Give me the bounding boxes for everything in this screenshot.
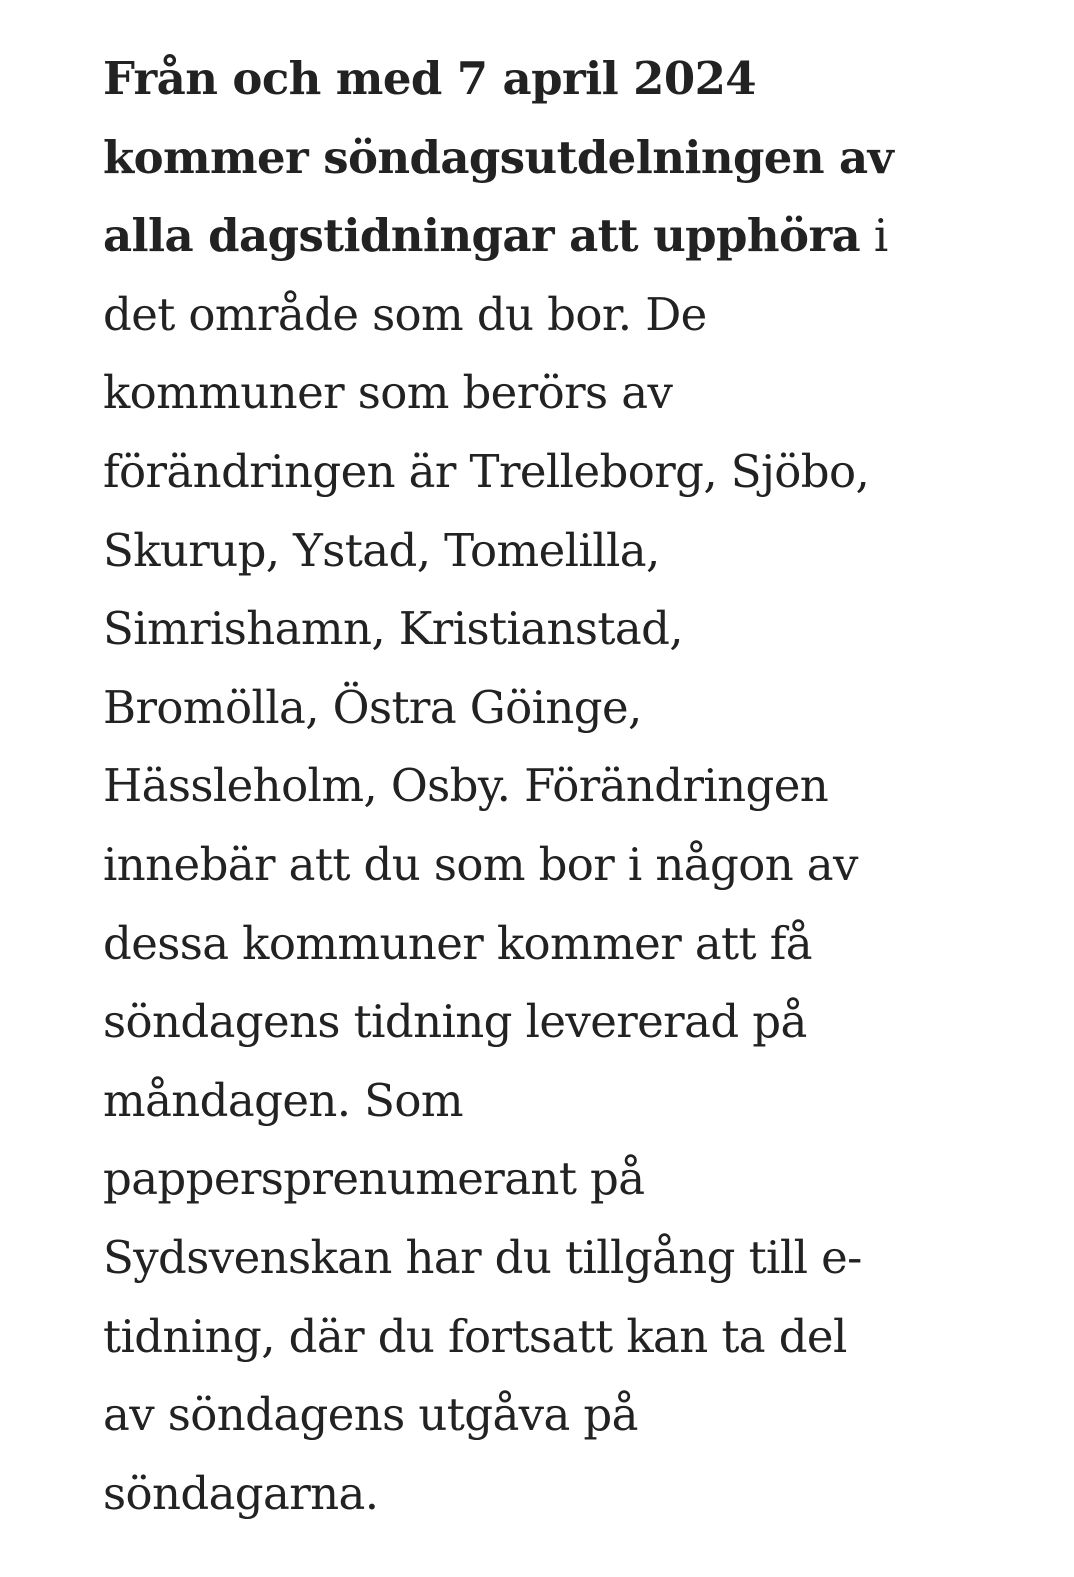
paragraph-line: [103, 1140, 983, 1219]
body-text: förändringen är Trelleborg, Sjöbo,: [103, 444, 870, 498]
paragraph-line: [103, 983, 983, 1062]
body-text: det område som du bor. De: [103, 287, 707, 341]
body-text: Skurup, Ystad, Tomelilla,: [103, 523, 660, 577]
paragraph-line: [103, 1298, 983, 1377]
body-text: Sydsvenskan har du tillgång till e-: [103, 1230, 862, 1284]
body-text: innebär att du som bor i någon av: [103, 837, 858, 891]
body-text: måndagen. Som: [103, 1073, 463, 1127]
paragraph-line: [103, 669, 983, 748]
bold-text: kommer söndagsutdelningen av: [103, 130, 894, 184]
paragraph-line: [103, 512, 983, 591]
paragraph-line: [103, 1062, 983, 1141]
paragraph-line: [103, 905, 983, 984]
paragraph-line: [103, 747, 983, 826]
article-body: [103, 40, 983, 1533]
paragraph-line: [103, 197, 983, 276]
notice-paragraph: [103, 40, 983, 1533]
body-text: Bromölla, Östra Göinge,: [103, 680, 642, 734]
body-text: söndagarna.: [103, 1466, 379, 1520]
body-text: av söndagens utgåva på: [103, 1388, 638, 1442]
paragraph-line: [103, 354, 983, 433]
paragraph-line: [103, 1219, 983, 1298]
body-text: pappersprenumerant på: [103, 1152, 645, 1206]
body-text: kommuner som berörs av: [103, 366, 673, 420]
paragraph-line: [103, 826, 983, 905]
paragraph-line: [103, 433, 983, 512]
body-text: Hässleholm, Osby. Förändringen: [103, 759, 829, 813]
bold-text: alla dagstidningar att upphöra: [103, 209, 861, 263]
body-text: söndagens tidning levererad på: [103, 995, 807, 1049]
bold-text: Från och med 7 april 2024: [103, 52, 756, 105]
paragraph-line: [103, 276, 983, 355]
body-text: i: [860, 209, 888, 263]
paragraph-line: [103, 1376, 983, 1455]
body-text: dessa kommuner kommer att få: [103, 916, 813, 970]
body-text: Simrishamn, Kristianstad,: [103, 602, 683, 656]
paragraph-line: [103, 590, 983, 669]
paragraph-line: [103, 1455, 983, 1534]
body-text: tidning, där du fortsatt kan ta del: [103, 1309, 847, 1363]
paragraph-line: [103, 119, 983, 198]
paragraph-line: [103, 40, 983, 119]
